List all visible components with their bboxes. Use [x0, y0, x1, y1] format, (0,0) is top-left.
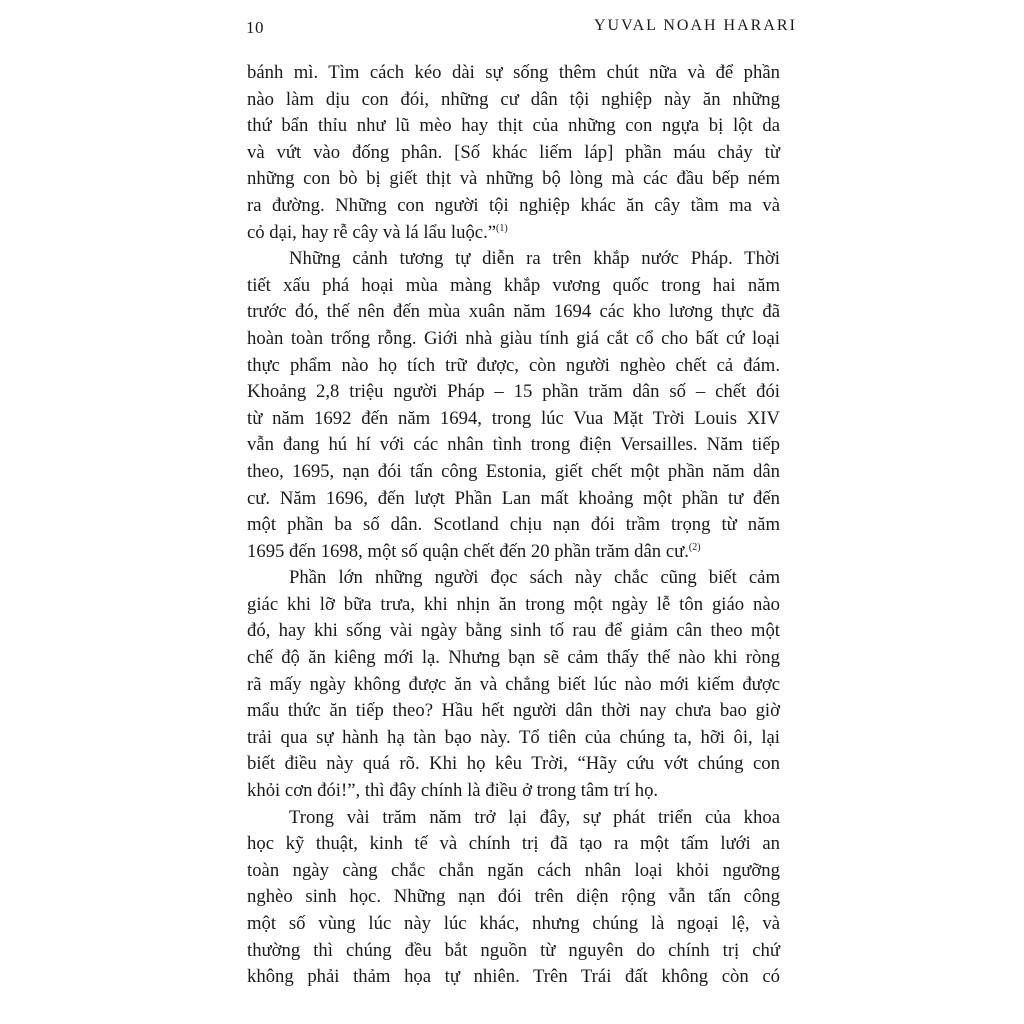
text-line-content: nghèo sinh học. Những nạn đói trên diện rộng vẫn tấn công — [247, 886, 780, 908]
text-line — [247, 246, 780, 273]
text-line — [247, 645, 780, 672]
text-line — [247, 486, 780, 513]
text-line-content: khỏi cơn đói!”, thì đây chính là điều ở trong tâm trí họ. — [247, 780, 659, 802]
text-line — [247, 326, 780, 353]
text-line-content: một số vùng lúc này lúc khác, nhưng chúng là ngoại lệ, và — [247, 913, 780, 934]
running-head: YUVAL NOAH HARARI — [594, 17, 797, 34]
text-line-content: những con bò bị giết thịt và những bộ lòng mà các đầu bếp ném — [247, 168, 780, 190]
text-line — [247, 353, 780, 380]
text-line-content: tiết xấu phá hoại mùa màng khắp vương quốc trong hai năm — [247, 274, 780, 296]
text-line-content: thứ bẩn thỉu như lũ mèo hay thịt của những con ngựa bị lột da — [247, 115, 780, 137]
text-line — [247, 565, 780, 592]
text-line-content: toàn ngày càng chắc chắn ngăn cách nhân loại khỏi ngưỡng — [247, 859, 780, 881]
text-line-content: một phần ba số dân. Scotland chịu nạn đói trầm trọng từ năm — [247, 514, 780, 536]
text-line — [247, 751, 780, 778]
text-line — [247, 911, 780, 938]
text-line — [247, 379, 780, 406]
text-line — [247, 672, 780, 699]
text-line — [247, 60, 780, 87]
text-line-content: không phải thảm họa tự nhiên. Trên Trái đất không còn có — [247, 966, 780, 988]
text-line — [247, 938, 780, 965]
text-line-content: học kỹ thuật, kinh tế và chính trị đã tạo ra một tấm lưới an — [247, 833, 780, 855]
text-line — [247, 831, 780, 858]
text-line-content: từ năm 1692 đến năm 1694, trong lúc Vua Mặt Trời Louis XIV — [247, 407, 780, 429]
footnote-marker: (1) — [496, 222, 508, 234]
footnote-marker: (2) — [688, 541, 701, 553]
text-line-content: chế độ ăn kiêng mới lạ. Nhưng bạn sẽ cảm thấy thế nào khi ròng — [247, 647, 780, 669]
text-line-content: trước đó, thế nên đến mùa xuân năm 1694 các kho lương thực đã — [247, 301, 780, 323]
text-line-content: biết điều này quá rõ. Khi họ kêu Trời, “Hãy cứu vớt chúng con — [247, 753, 780, 775]
text-line-content: cỏ dại, hay rễ cây và lá lẩu luộc.” — [247, 221, 497, 243]
text-line-content: Khoảng 2,8 triệu người Pháp – 15 phần trăm dân số – chết đói — [247, 381, 780, 403]
text-line-content: theo, 1695, nạn đói tấn công Estonia, giết chết một phần năm dân — [247, 460, 780, 482]
text-line-content: bánh mì. Tìm cách kéo dài sự sống thêm chút nữa và để phần — [247, 62, 780, 83]
text-line-content: và vứt vào đống phân. [Số khác liếm láp] phần máu chảy từ — [247, 141, 780, 163]
text-line — [247, 592, 780, 619]
text-line-content: mẩu thức ăn tiếp theo? Hầu hết người dân thời nay chưa bao giờ — [247, 700, 780, 722]
text-line — [247, 299, 780, 326]
text-line — [247, 220, 780, 247]
page-number: 10 — [246, 18, 264, 37]
text-line — [247, 618, 780, 645]
text-line-content: vẫn đang hú hí với các nhân tình trong điện Versailles. Năm tiếp — [247, 434, 780, 456]
body-text — [247, 60, 780, 991]
text-line — [247, 884, 780, 911]
text-line-content: 1695 đến 1698, một số quận chết đến 20 phần trăm dân cư. — [247, 540, 689, 562]
text-line-content: thường thì chúng đều bắt nguồn từ nguyên do chính trị chứ — [247, 939, 780, 961]
text-line-content: Trong vài trăm năm trở lại đây, sự phát triển của khoa — [289, 806, 780, 828]
text-line — [247, 113, 780, 140]
text-line — [247, 698, 780, 725]
text-line-content: hoàn toàn trống rỗng. Giới nhà giàu tính giá cắt cổ cho bất cứ loại — [247, 327, 780, 349]
text-line — [247, 964, 780, 991]
text-line — [247, 406, 780, 433]
text-line — [247, 539, 780, 566]
text-line — [247, 459, 780, 486]
text-line-content: rã mấy ngày không được ăn và chẳng biết lúc nào mới kiếm được — [247, 673, 780, 695]
text-line-content: Phần lớn những người đọc sách này chắc cũng biết cảm — [289, 567, 780, 589]
text-line-content: giác khi lỡ bữa trưa, khi nhịn ăn trong một ngày lễ tôn giáo nào — [247, 593, 780, 615]
text-line — [247, 512, 780, 539]
text-line — [247, 273, 780, 300]
text-line-content: ra đường. Những con người tội nghiệp khác ăn cây tầm ma và — [247, 194, 780, 216]
text-line — [247, 87, 780, 114]
text-line — [247, 778, 780, 805]
text-line-content: cư. Năm 1696, đến lượt Phần Lan mất khoảng một phần tư đến — [247, 487, 780, 509]
text-line — [247, 858, 780, 885]
text-line-content: trải qua sự hành hạ tàn bạo này. Tổ tiên của chúng ta, hỡi ôi, lại — [247, 726, 780, 748]
text-line — [247, 193, 780, 220]
text-line — [247, 725, 780, 752]
text-line-content: nào làm dịu con đói, những cư dân tội nghiệp này ăn những — [247, 88, 780, 110]
text-line-content: thực phẩm nào họ tích trữ được, còn người nghèo chết cả đám. — [247, 354, 780, 376]
text-line — [247, 140, 780, 167]
text-line-content: đó, hay khi sống vài ngày bằng sinh tố rau để giảm cân theo một — [247, 620, 780, 642]
text-line — [247, 166, 780, 193]
text-line — [247, 432, 780, 459]
text-line-content: Những cảnh tương tự diễn ra trên khắp nước Pháp. Thời — [289, 248, 780, 270]
text-line — [247, 805, 780, 832]
